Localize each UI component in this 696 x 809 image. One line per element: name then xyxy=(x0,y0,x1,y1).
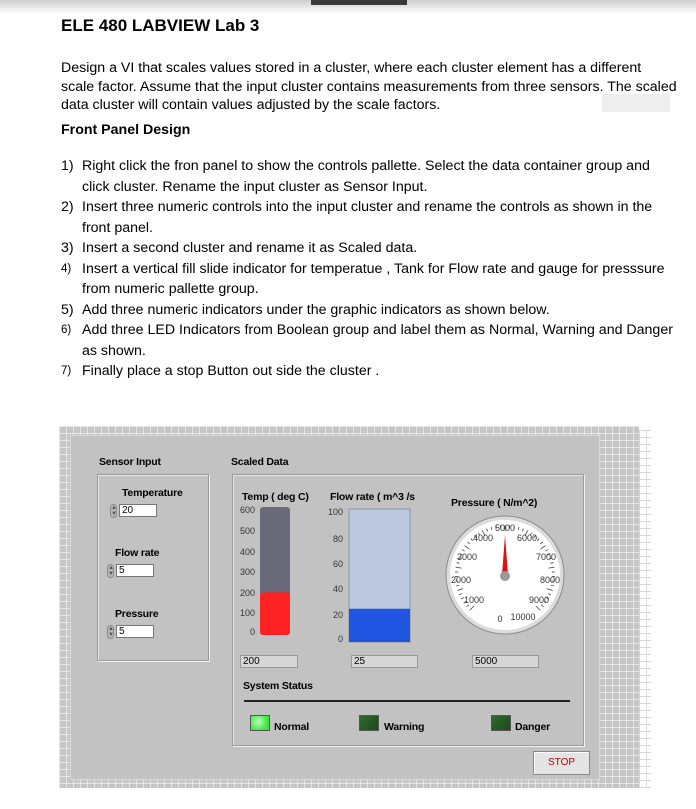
temp-tick-label: 0 xyxy=(249,627,255,637)
warning-label: Warning xyxy=(384,721,425,733)
tank-fill xyxy=(349,609,410,642)
temp-label: Temp ( deg C) xyxy=(242,491,309,503)
flow-tank-indicator xyxy=(349,509,410,642)
temp-tick-label: 300 xyxy=(239,567,255,577)
pressure-input[interactable]: 5 xyxy=(116,625,154,638)
list-item: 3) Insert a second cluster and rename it as Scaled data. xyxy=(61,240,418,256)
system-status-label: System Status xyxy=(243,680,313,692)
dial-label: 3000 xyxy=(456,552,478,562)
intro-paragraph: Design a VI that scales values stored in a cluster, where each cluster element has a different scale factor. Assume that the input cluster contains measurements from three sensors. The scaled data cluster will contain values adjusted by the scale factors. xyxy=(61,60,677,113)
temp-tick-label: 600 xyxy=(239,505,255,515)
increment-icon[interactable]: ▲ ▼ xyxy=(108,564,114,577)
flow-rate-input[interactable]: 5 xyxy=(116,564,154,577)
flow-rate-label: Flow rate xyxy=(115,547,160,559)
temp-tick-label: 200 xyxy=(239,588,255,598)
list-item: 5) Add three numeric indicators under the graphic indicators as shown below. xyxy=(61,301,550,318)
danger-led xyxy=(491,715,511,731)
flow-value-indicator: 25 xyxy=(351,655,418,668)
list-item: 2) Insert three numeric controls into the input cluster and rename the controls as shown in the front panel. xyxy=(61,199,653,236)
temp-value-indicator: 200 xyxy=(240,655,298,668)
normal-label: Normal xyxy=(274,721,309,733)
increment-icon[interactable]: ▲ ▼ xyxy=(108,625,114,638)
dial-label: 7000 xyxy=(535,552,557,562)
dial-label: 1000 xyxy=(463,595,485,605)
pressure-label: Pressure xyxy=(115,608,159,620)
flow-tick-label: 60 xyxy=(332,559,343,569)
pressure-value-indicator: 5000 xyxy=(472,655,539,668)
flow-tick-label: 100 xyxy=(327,507,343,517)
temperature-label: Temperature xyxy=(122,487,183,499)
flow-tick-label: 40 xyxy=(332,584,343,594)
stop-button[interactable]: STOP xyxy=(533,751,590,775)
dial-label: 9000 xyxy=(528,595,550,605)
dial-label: 8000 xyxy=(539,575,561,585)
flow-tick-label: 0 xyxy=(337,634,343,644)
increment-icon[interactable]: ▲ ▼ xyxy=(111,504,117,517)
temp-tick-label: 400 xyxy=(239,547,255,557)
temp-tick-label: 500 xyxy=(239,526,255,536)
flow-tick-label: 80 xyxy=(332,534,343,544)
list-item: 1) Right click the fron panel to show the controls pallette. Select the data container group and click cluster. Rename the input cluster as Sensor Input. xyxy=(61,158,650,195)
list-item: 7) Finally place a stop Button out side the cluster . xyxy=(61,363,380,379)
dial-label: 4000 xyxy=(472,533,494,543)
flow-label: Flow rate ( m^3 /s xyxy=(330,491,415,503)
dial-label: 6000 xyxy=(516,533,538,543)
list-item: 4) Insert a vertical fill slide indicator for temperatue , Tank for Flow rate and gauge for presssure from numeric pallette group. xyxy=(61,260,665,297)
sensor-input-title: Sensor Input xyxy=(99,456,161,468)
dial-label: 2000 xyxy=(450,575,472,585)
slide-fill xyxy=(260,592,290,635)
list-item: 6) Add three LED Indicators from Boolean group and label them as Normal, Warning and Danger as shown. xyxy=(61,322,673,359)
temp-slide-indicator xyxy=(260,507,290,635)
pressure-gauge-label: Pressure ( N/m^2) xyxy=(451,497,538,509)
warning-led xyxy=(359,715,379,731)
normal-led xyxy=(250,715,270,731)
dial-label: 0 xyxy=(497,614,503,624)
danger-label: Danger xyxy=(515,721,550,733)
gauge-hub xyxy=(500,571,510,581)
temperature-input[interactable]: 20 xyxy=(119,504,157,517)
section-heading: Front Panel Design xyxy=(61,122,191,138)
temp-tick-label: 100 xyxy=(239,608,255,618)
doc-title: ELE 480 LABVIEW Lab 3 xyxy=(61,16,260,35)
dial-label: 10000 xyxy=(510,612,536,622)
dial-label: 5000 xyxy=(494,523,516,533)
scaled-data-title: Scaled Data xyxy=(231,456,289,468)
flow-tick-label: 20 xyxy=(332,610,343,620)
